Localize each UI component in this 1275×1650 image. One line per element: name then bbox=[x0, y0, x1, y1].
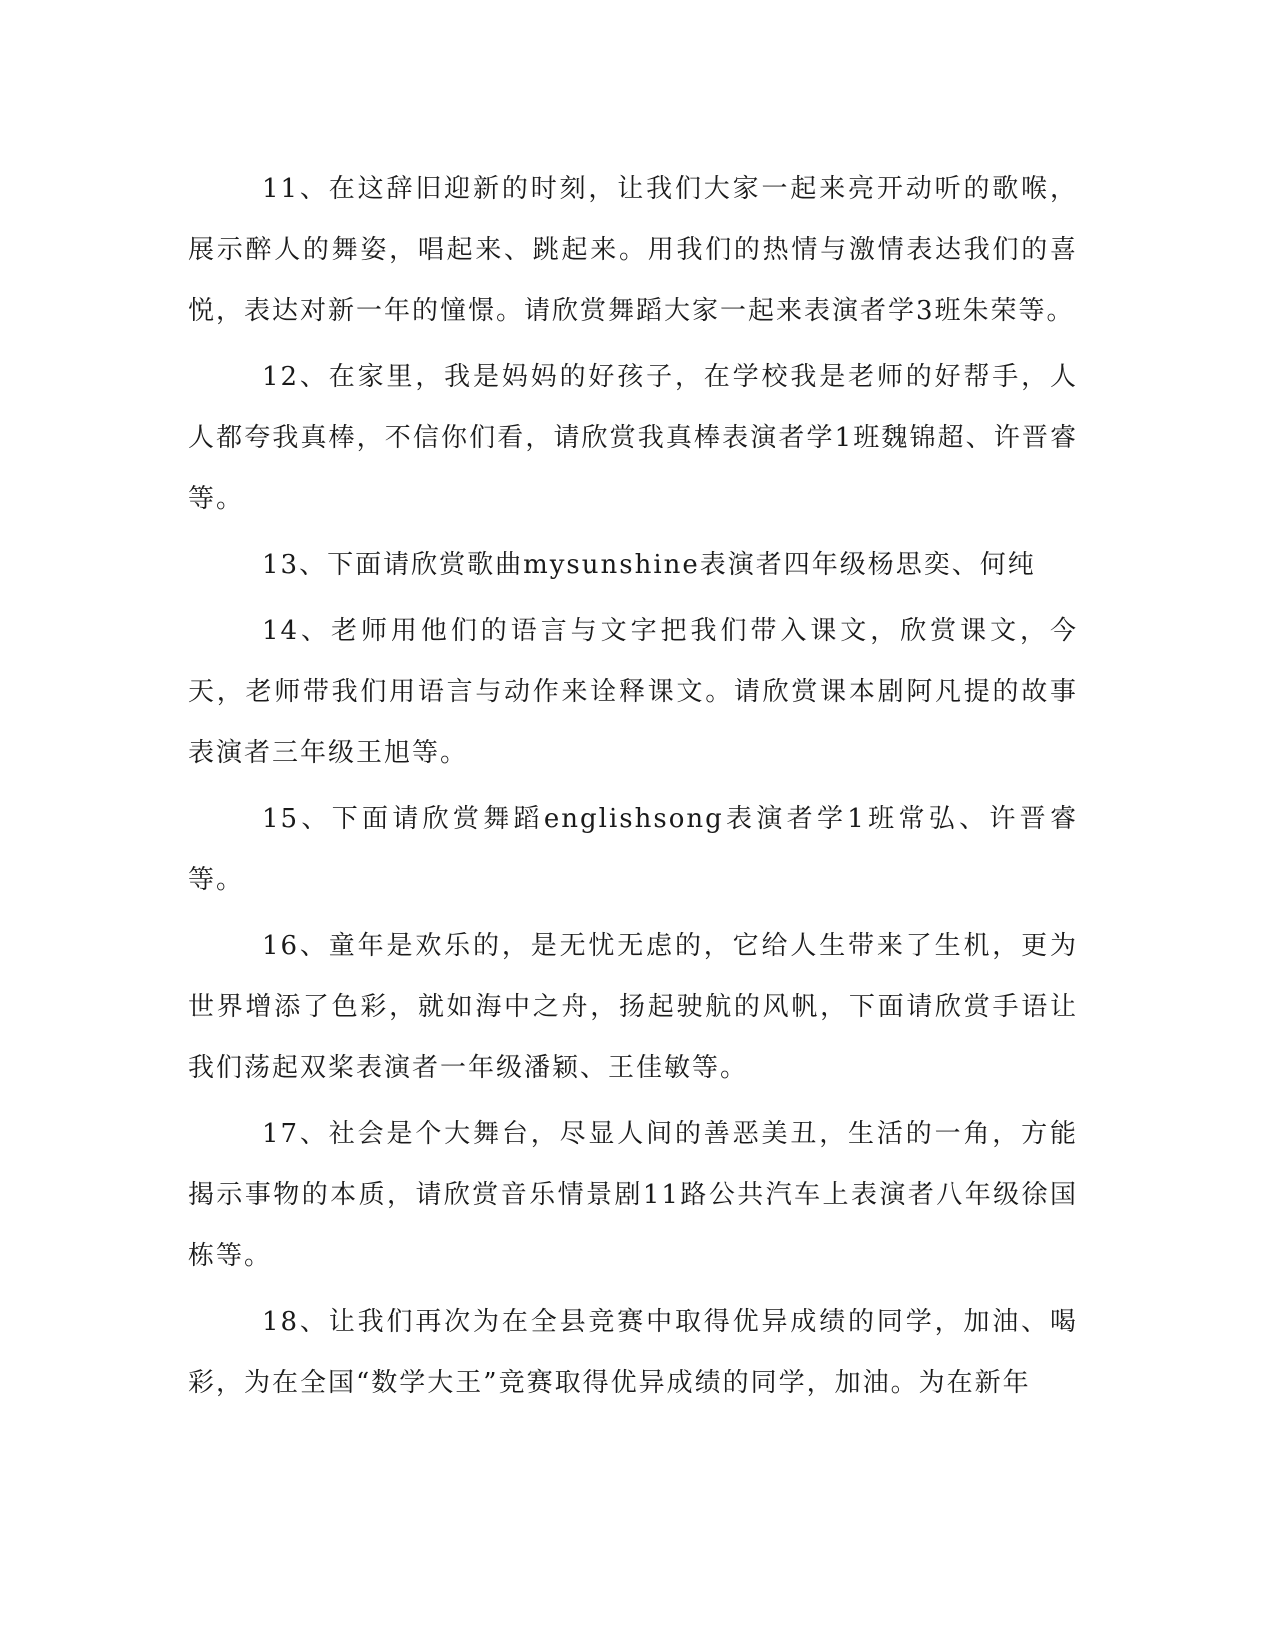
paragraph-18: 18、让我们再次为在全县竞赛中取得优异成绩的同学，加油、喝彩，为在全国“数学大王”竞赛取得优异成绩的同学，加油。为在新年 bbox=[188, 1307, 1078, 1398]
paragraph-16: 16、童年是欢乐的，是无忧无虑的，它给人生带来了生机，更为世界增添了色彩，就如海中之舟，扬起驶航的风帆，下面请欣赏手语让我们荡起双桨表演者一年级潘颖、王佳敏等。 bbox=[188, 931, 1078, 1083]
paragraph-12: 12、在家里，我是妈妈的好孩子，在学校我是老师的好帮手，人人都夸我真棒，不信你们看，请欣赏我真棒表演者学1班魏锦超、许晋睿等。 bbox=[188, 362, 1078, 514]
paragraph-15: 15、下面请欣赏舞蹈englishsong表演者学1班常弘、许晋睿等。 bbox=[188, 804, 1078, 895]
document-body bbox=[188, 159, 1078, 1419]
paragraph-17: 17、社会是个大舞台，尽显人间的善恶美丑，生活的一角，方能揭示事物的本质，请欣赏音乐情景剧11路公共汽车上表演者八年级徐国栋等。 bbox=[188, 1119, 1078, 1271]
paragraph-13: 13、下面请欣赏歌曲mysunshine表演者四年级杨思奕、何纯 bbox=[262, 550, 1036, 580]
paragraph-14: 14、老师用他们的语言与文字把我们带入课文，欣赏课文，今天，老师带我们用语言与动作来诠释课文。请欣赏课本剧阿凡提的故事表演者三年级王旭等。 bbox=[188, 616, 1078, 768]
paragraph-11: 11、在这辞旧迎新的时刻，让我们大家一起来亮开动听的歌喉，展示醉人的舞姿，唱起来、跳起来。用我们的热情与激情表达我们的喜悦，表达对新一年的憧憬。请欣赏舞蹈大家一起来表演者学3班朱荣等。 bbox=[188, 174, 1078, 326]
